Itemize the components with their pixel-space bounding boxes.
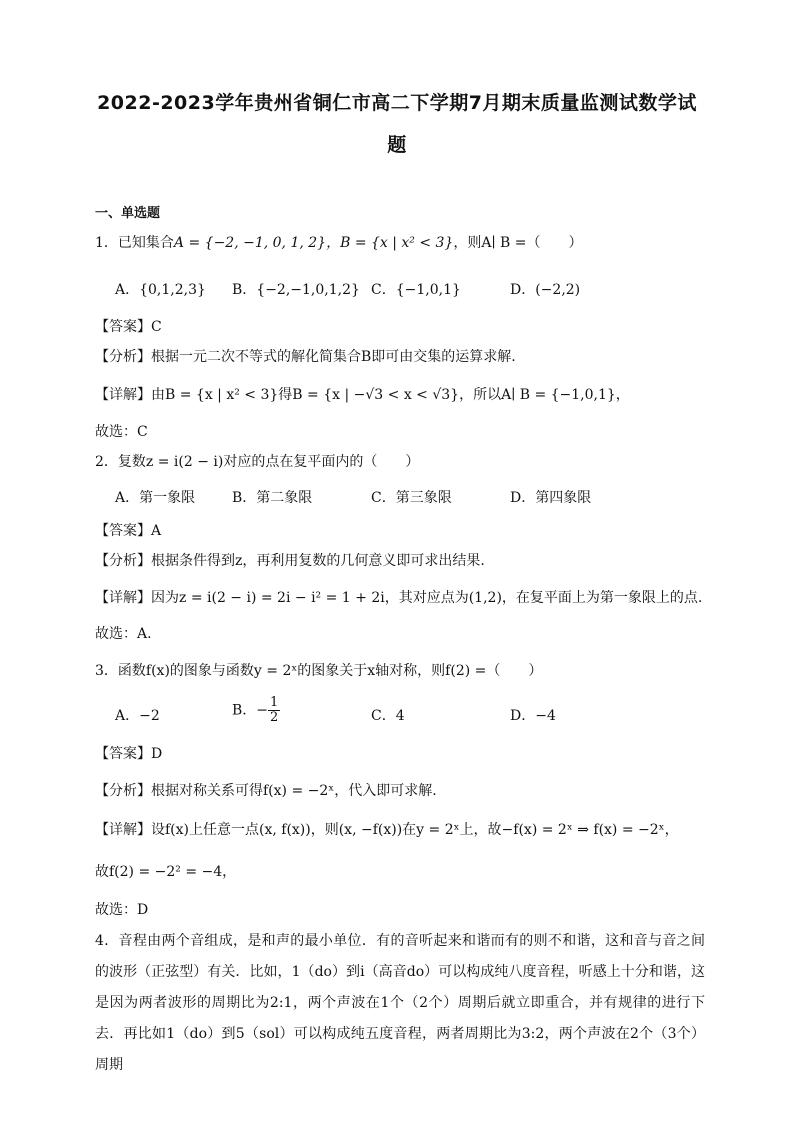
q2-option-a: A．第一象限 bbox=[115, 490, 196, 506]
q3-option-d: D．−4 bbox=[510, 708, 556, 724]
q1-analysis: 【分析】根据一元二次不等式的解化简集合B即可由交集的运算求解. bbox=[95, 349, 516, 365]
q1-answer: 【答案】C bbox=[95, 319, 162, 335]
q1-ask: ，则A∣ B =（ ） bbox=[453, 235, 583, 251]
document-title: 2022-2023学年贵州省铜仁市高二下学期7月期末质量监测试数学试 bbox=[97, 92, 697, 114]
q3-option-b: B．− $\frac{1}{2}$ bbox=[232, 695, 279, 725]
q2-analysis: 【分析】根据条件得到z，再利用复数的几何意义即可求出结果. bbox=[95, 553, 485, 569]
q2-detail: 【详解】因为z = i(2 − i) = 2i − i² = 1 + 2i，其对应点为(1,2)，在复平面上为第一象限上的点. bbox=[95, 590, 703, 606]
q1-detail: 【详解】由B = {x | x² < 3}得B = {x | −√3 < x < √3}，所以A∣ B = {−1,0,1}， bbox=[95, 387, 630, 403]
q4-stem: 4．音程由两个音组成，是和声的最小单位．有的音听起来和谐而有的则不和谐，这和音与音之间的波形（正弦型）有关．比如，1（do）到i（高音do）可以构成纯八度音程，听感上十分和谐，这是因为两者波形的周期比为2:1，两个声波在1个（2个）周期后就立即重合，并有规律的进行下去．再比如1（do）到5（sol）可以构成纯五度音程，两者周期比为3:2，两个声波在2个（3个）周期 bbox=[95, 933, 705, 1073]
q1-option-a: A．{0,1,2,3} bbox=[115, 282, 206, 298]
q1-choose: 故选：C bbox=[95, 424, 148, 440]
q3-analysis: 【分析】根据对称关系可得f(x) = −2ˣ，代入即可求解. bbox=[95, 783, 437, 799]
q1-option-d: D．(−2,2) bbox=[510, 282, 581, 298]
q3-option-b-fraction: $\frac{1}{2}$ bbox=[270, 695, 279, 725]
q1-option-c: C．{−1,0,1} bbox=[371, 282, 461, 298]
q3-option-a: A．−2 bbox=[115, 708, 160, 724]
q2-option-d: D．第四象限 bbox=[510, 490, 592, 506]
q2-stem: 2．复数z = i(2 − i)对应的点在复平面内的（ ） bbox=[95, 454, 420, 470]
q2-choose: 故选：A. bbox=[95, 626, 152, 642]
section-heading: 一、单选题 bbox=[95, 206, 161, 221]
q2-option-c: C．第三象限 bbox=[371, 490, 452, 506]
q1-stem: 1．已知集合A = {−2, −1, 0, 1, 2}，B = {x | x² < 3}，则A∣ B =（ ） bbox=[95, 235, 583, 251]
q3-choose: 故选：D bbox=[95, 902, 149, 918]
q1-set-b: ，B = {x | x² < 3} bbox=[326, 235, 454, 251]
q3-answer: 【答案】D bbox=[95, 746, 163, 762]
q2-option-b: B．第二象限 bbox=[232, 490, 313, 506]
q3-option-c: C．4 bbox=[371, 708, 405, 724]
q1-set-a: A = {−2, −1, 0, 1, 2} bbox=[173, 235, 327, 251]
q2-answer: 【答案】A bbox=[95, 523, 162, 539]
q3-detail: 【详解】设f(x)上任意一点(x, f(x))，则(x, −f(x))在y = 2ˣ上，故−f(x) = 2ˣ ⇒ f(x) = −2ˣ， bbox=[95, 822, 679, 838]
q3-detail-continued: 故f(2) = −2² = −4， bbox=[95, 864, 237, 880]
q3-stem: 3．函数f(x)的图象与函数y = 2ˣ的图象关于x轴对称，则f(2) =（ ） bbox=[95, 663, 543, 679]
document-title-continued: 题 bbox=[387, 134, 407, 156]
q1-option-b: B．{−2,−1,0,1,2} bbox=[232, 282, 360, 298]
